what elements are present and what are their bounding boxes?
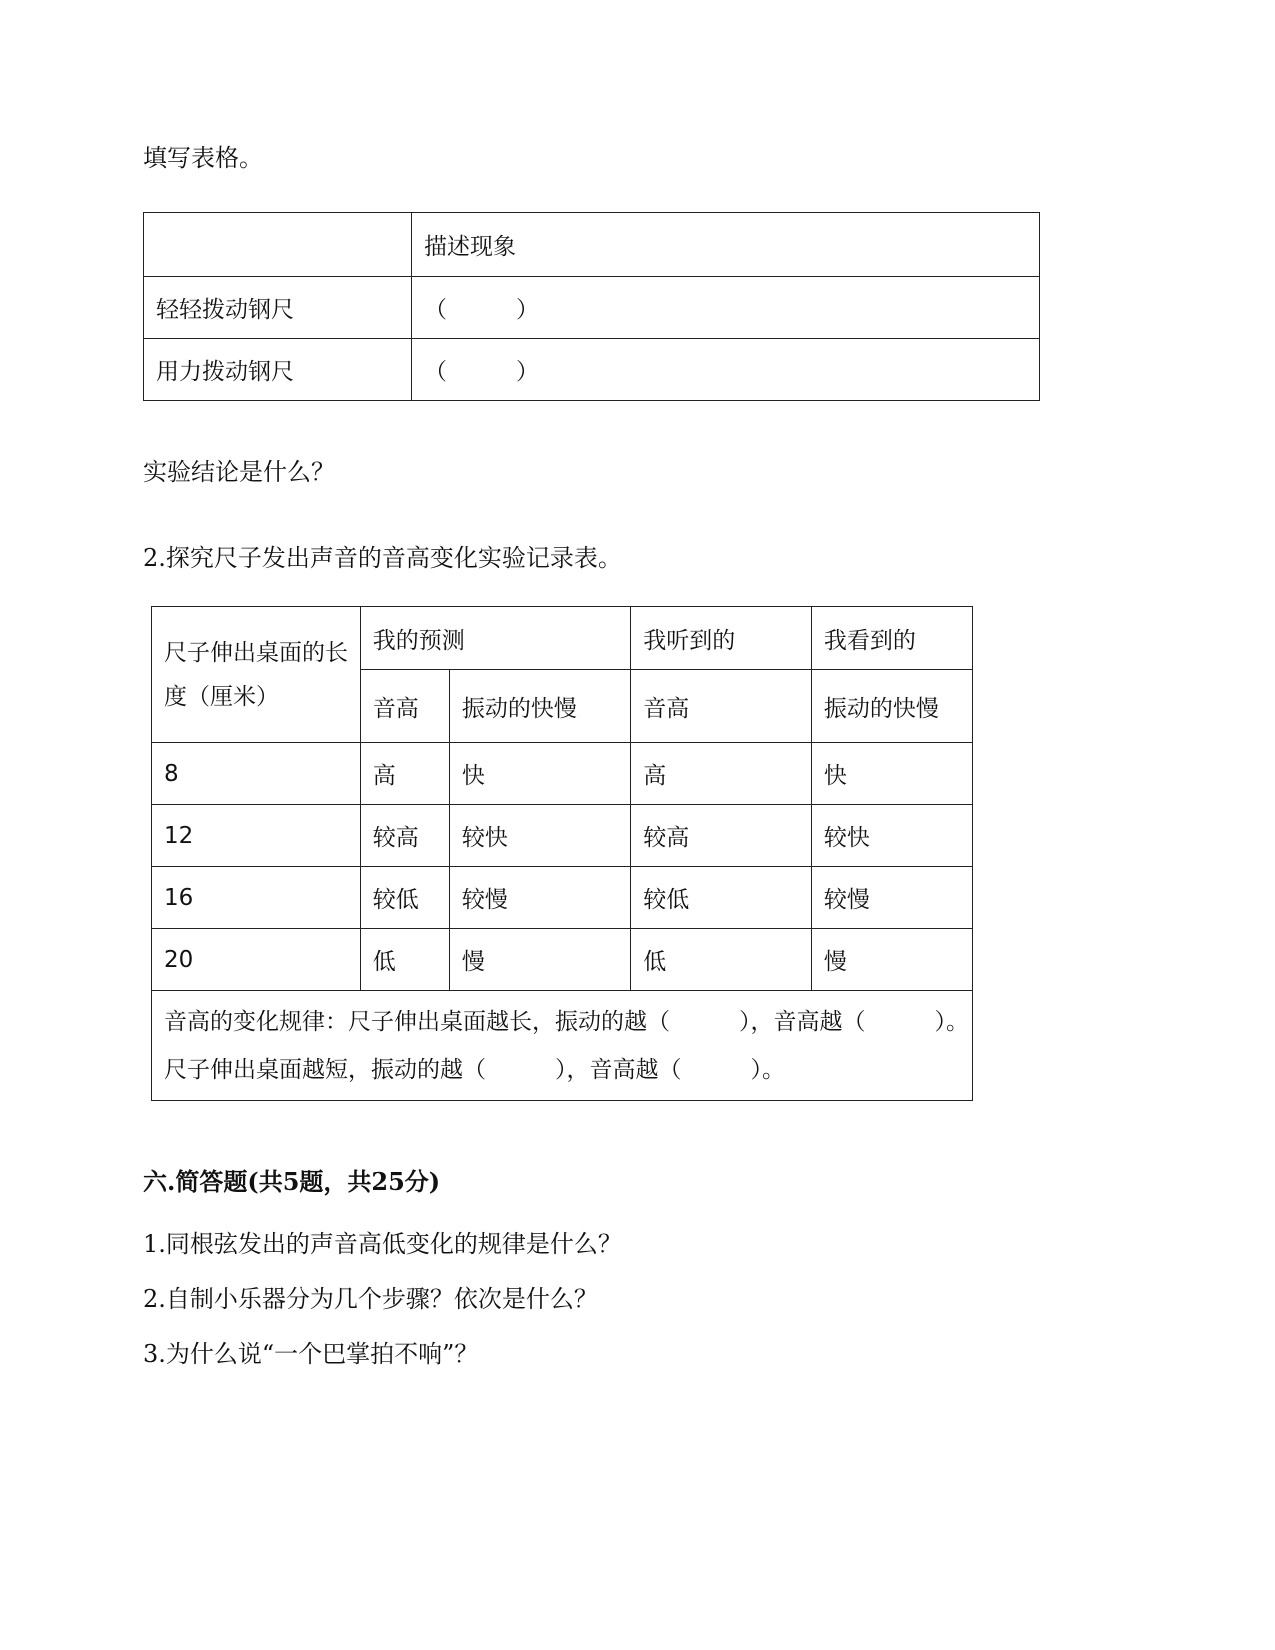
conclusion-question: 实验结论是什么？	[143, 458, 335, 486]
section2-title: 2.探究尺子发出声音的音高变化实验记录表。	[143, 544, 622, 572]
table-cell: 8	[152, 743, 361, 805]
table-cell: 较高	[631, 805, 812, 867]
group-header-cell: 我看到的	[811, 607, 972, 670]
table-row	[152, 743, 973, 805]
subheader-cell: 振动的快慢	[449, 670, 630, 743]
table-cell: 慢	[811, 929, 972, 991]
pitch-rule-line: 尺子伸出桌面越短，振动的越（ ），音高越（ ）。	[164, 1056, 785, 1083]
table-cell: 快	[449, 743, 630, 805]
table-row	[144, 277, 1040, 339]
table-cell: 较快	[811, 805, 972, 867]
pitch-rule-line: 音高的变化规律：尺子伸出桌面越长，振动的越（ ），音高越（ ）。	[164, 1008, 969, 1035]
table-row	[152, 805, 973, 867]
table-cell: 16	[152, 867, 361, 929]
table-cell: 低	[360, 929, 449, 991]
table-row	[152, 867, 973, 929]
table-row	[152, 929, 973, 991]
row-header-cell: 尺子伸出桌面的长度（厘米）	[152, 607, 361, 743]
table-header-row	[144, 213, 1040, 277]
subheader-cell: 音高	[360, 670, 449, 743]
table-header-row	[152, 607, 973, 670]
table-header-cell: 描述现象	[412, 213, 1040, 277]
table-cell: 20	[152, 929, 361, 991]
table-cell: 较慢	[811, 867, 972, 929]
table-cell: 较低	[360, 867, 449, 929]
table-cell: 高	[631, 743, 812, 805]
group-header-cell: 我听到的	[631, 607, 812, 670]
table-cell: 较高	[360, 805, 449, 867]
group-header-cell: 我的预测	[360, 607, 630, 670]
table-cell: 用力拨动钢尺	[144, 339, 412, 401]
question-item: 1.同根弦发出的声音高低变化的规律是什么？	[143, 1230, 622, 1258]
table-cell: 较快	[449, 805, 630, 867]
rule-row	[152, 991, 973, 1101]
table-cell: 轻轻拨动钢尺	[144, 277, 412, 339]
subheader-cell: 音高	[631, 670, 812, 743]
table-cell: 高	[360, 743, 449, 805]
question-item: 2.自制小乐器分为几个步骤？依次是什么？	[143, 1285, 598, 1313]
table-cell: 低	[631, 929, 812, 991]
pitch-record-table	[151, 606, 973, 1101]
table-cell: 慢	[449, 929, 630, 991]
subheader-cell: 振动的快慢	[811, 670, 972, 743]
phenomenon-table	[143, 212, 1040, 401]
table-cell: 较慢	[449, 867, 630, 929]
pitch-rule-cell	[152, 991, 973, 1101]
table-header-cell	[144, 213, 412, 277]
table-cell: 快	[811, 743, 972, 805]
table-cell: 12	[152, 805, 361, 867]
section6-title: 六.简答题(共5题，共25分)	[143, 1167, 441, 1196]
fill-table-instruction: 填写表格。	[143, 144, 263, 172]
question-item: 3.为什么说“一个巴掌拍不响”？	[143, 1340, 479, 1368]
table-row	[144, 339, 1040, 401]
table-cell: 较低	[631, 867, 812, 929]
answer-blank: （ ）	[412, 277, 1040, 339]
answer-blank: （ ）	[412, 339, 1040, 401]
